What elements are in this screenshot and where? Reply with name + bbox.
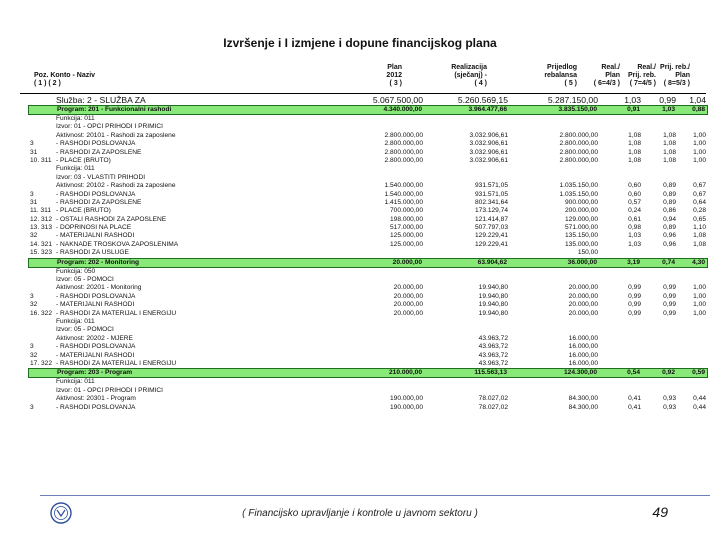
table-row (28, 115, 708, 123)
cell-real: 5.260.569,15 (457, 95, 508, 105)
cell-konto: 3 (30, 190, 34, 198)
header-idx1-3: ( 6=4/3 ) (593, 80, 620, 87)
cell-konto: 12. 312 (30, 215, 52, 223)
table-row (28, 293, 708, 301)
cell-real: 78.027,02 (478, 395, 508, 403)
cell-i1: 0,60 (628, 182, 641, 190)
header-idx1-2: Plan (605, 72, 620, 79)
table-row (28, 105, 708, 115)
cell-reb: 16.000,00 (568, 359, 598, 367)
header-idx2-2: Prij. reb. (627, 72, 656, 79)
table-row (28, 335, 708, 343)
table-row (28, 284, 708, 292)
cell-i1: 1,08 (628, 140, 641, 148)
table-row (28, 140, 708, 148)
table-row (28, 268, 708, 276)
cell-real: 3.964.477,66 (468, 106, 507, 113)
header-plan-2: 2012 (386, 72, 402, 79)
table-row (28, 224, 708, 232)
cell-i3: 0,67 (693, 190, 706, 198)
cell-i2: 0,92 (662, 369, 675, 377)
cell-i1: 1,08 (628, 131, 641, 139)
table-row (28, 368, 708, 378)
cell-i1: 0,41 (628, 395, 641, 403)
cell-naziv: Program: 201 - Funkcionalni rashodi (57, 106, 172, 113)
cell-real: 173.129,74 (474, 207, 508, 215)
cell-konto: 32 (30, 301, 38, 309)
cell-real: 43.963,72 (478, 334, 508, 342)
cell-real: 78.027,02 (478, 403, 508, 411)
cell-naziv: Funkcija: 011 (56, 165, 95, 173)
cell-naziv: Aktivnost: 20301 - Program (56, 395, 136, 403)
cell-plan: 198.000,00 (389, 215, 423, 223)
cell-konto: 31 (30, 148, 38, 156)
cell-plan: 517.000,00 (389, 224, 423, 232)
cell-reb: 5.287.150,00 (547, 95, 598, 105)
cell-i3: 4,30 (692, 258, 705, 266)
cell-naziv: - MATERIJALNI RASHODI (56, 301, 135, 309)
cell-plan: 2.800.000,00 (384, 131, 423, 139)
cell-naziv: Izvor: 05 - POMOĆI (56, 276, 114, 284)
cell-plan: 700.000,00 (389, 207, 423, 215)
cell-i1: 1,03 (624, 95, 641, 105)
cell-i2: 0,89 (663, 190, 676, 198)
cell-real: 931.571,05 (474, 182, 508, 190)
cell-real: 19.940,80 (478, 292, 508, 300)
cell-reb: 3.835.150,00 (558, 106, 597, 113)
cell-konto: 15. 323 (30, 249, 52, 257)
cell-i2: 0,99 (663, 301, 676, 309)
table-row (28, 301, 708, 309)
header-reb-3: ( 5 ) (564, 80, 577, 87)
cell-reb: 16.000,00 (568, 334, 598, 342)
cell-i3: 1,08 (693, 240, 706, 248)
cell-i1: 1,03 (628, 232, 641, 240)
cell-reb: 571.000,00 (564, 224, 598, 232)
cell-i2: 0,74 (662, 258, 675, 266)
cell-i3: 1,00 (693, 284, 706, 292)
table-row (28, 310, 708, 318)
cell-naziv: Služba: 2 - SLUŽBA ZA (56, 95, 146, 105)
cell-i3: 1,04 (689, 95, 706, 105)
footer-rule (40, 495, 710, 496)
cell-i3: 1,00 (693, 301, 706, 309)
cell-real: 19.940,80 (478, 309, 508, 317)
cell-plan: 125.000,00 (389, 240, 423, 248)
cell-i1: 1,03 (628, 240, 641, 248)
cell-naziv: - DOPRINOSI NA PLAĆE (56, 224, 132, 232)
header-idx3-1: Prij. reb./ (660, 64, 690, 71)
cell-i2: 0,89 (663, 182, 676, 190)
table-row (28, 174, 708, 182)
cell-reb: 200.000,00 (564, 207, 598, 215)
header-plan-3: ( 3 ) (389, 80, 402, 87)
cell-real: 802.341,64 (474, 198, 508, 206)
cell-i1: 0,24 (628, 207, 641, 215)
cell-real: 43.963,72 (478, 343, 508, 351)
cell-reb: 129.000,00 (564, 215, 598, 223)
cell-reb: 84.300,00 (568, 395, 598, 403)
header-plan-1: Plan (387, 64, 402, 71)
cell-konto: 32 (30, 232, 38, 240)
cell-reb: 150,00 (577, 249, 598, 257)
cell-real: 19.940,80 (478, 284, 508, 292)
header-idx3-3: ( 8=5/3 ) (663, 80, 690, 87)
header-idx2-3: ( 7=4/5 ) (629, 80, 656, 87)
cell-i1: 0,99 (628, 309, 641, 317)
cell-reb: 2.800.000,00 (559, 140, 598, 148)
cell-plan: 20.000,00 (393, 284, 423, 292)
cell-i1: 0,57 (628, 198, 641, 206)
cell-i1: 0,60 (628, 190, 641, 198)
table-row (28, 165, 708, 173)
cell-i3: 1,00 (693, 148, 706, 156)
cell-i3: 0,67 (693, 182, 706, 190)
table-row (28, 387, 708, 395)
cell-i3: 0,64 (693, 198, 706, 206)
cell-naziv: - RASHODI POSLOVANJA (56, 343, 136, 351)
header-idx3 (646, 64, 690, 88)
cell-konto: 32 (30, 351, 38, 359)
cell-i3: 0,88 (692, 106, 705, 113)
cell-i2: 0,86 (663, 207, 676, 215)
cell-real: 3.032.906,61 (469, 156, 508, 164)
header-realizacija (417, 64, 487, 88)
cell-plan: 20.000,00 (393, 292, 423, 300)
header-idx3-2: Plan (675, 72, 690, 79)
cell-i3: 1,08 (693, 232, 706, 240)
cell-real: 43.963,72 (478, 351, 508, 359)
cell-real: 19.940,80 (478, 301, 508, 309)
cell-i1: 3,19 (627, 258, 640, 266)
cell-i2: 0,99 (663, 309, 676, 317)
table-row (28, 149, 708, 157)
cell-i1: 0,54 (627, 369, 640, 377)
header-real-1: Realizacija (451, 64, 487, 71)
cell-reb: 135.150,00 (564, 232, 598, 240)
table-row (28, 191, 708, 199)
header-real-2: (sječanj) - (454, 72, 487, 79)
cell-i2: 1,08 (663, 140, 676, 148)
cell-naziv: Izvor: 01 - OPĆI PRIHODI I PRIMICI (56, 386, 163, 394)
cell-reb: 900.000,00 (564, 198, 598, 206)
cell-reb: 2.800.000,00 (559, 131, 598, 139)
cell-plan: 1.415.000,00 (384, 198, 423, 206)
header-prijedlog (507, 64, 577, 88)
cell-i2: 0,99 (663, 284, 676, 292)
cell-i2: 1,08 (663, 148, 676, 156)
cell-plan: 210.000,00 (388, 369, 422, 377)
cell-konto: 3 (30, 292, 34, 300)
table-row (28, 207, 708, 215)
cell-konto: 13. 313 (30, 224, 52, 232)
cell-naziv: - RASHODI POSLOVANJA (56, 292, 136, 300)
cell-real: 507.797,03 (474, 224, 508, 232)
cell-plan: 20.000,00 (393, 309, 423, 317)
cell-i2: 1,08 (663, 156, 676, 164)
cell-plan: 125.000,00 (389, 232, 423, 240)
cell-konto: 17. 322 (30, 359, 52, 367)
cell-konto: 16. 322 (30, 309, 52, 317)
cell-reb: 20.000,00 (568, 301, 598, 309)
cell-reb: 20.000,00 (568, 292, 598, 300)
cell-naziv: - PLAĆE (BRUTO) (56, 156, 111, 164)
cell-i2: 0,99 (663, 292, 676, 300)
cell-naziv: Aktivnost: 20101 - Rashodi za zaposlene (56, 131, 176, 139)
cell-i3: 0,65 (693, 215, 706, 223)
cell-naziv: - OSTALI RASHODI ZA ZAPOSLENE (56, 215, 167, 223)
header-idx2-1: Real./ (637, 64, 656, 71)
cell-i2: 0,89 (663, 198, 676, 206)
table-row (28, 132, 708, 140)
cell-i3: 1,00 (693, 309, 706, 317)
cell-i3: 0,44 (693, 403, 706, 411)
cell-i1: 0,99 (628, 301, 641, 309)
footer-text: ( Financijsko upravljanje i kontrole u javnom sektoru ) (242, 508, 478, 519)
cell-i1: 0,98 (628, 224, 641, 232)
cell-i3: 1,00 (693, 140, 706, 148)
cell-i1: 0,41 (628, 403, 641, 411)
cell-real: 129.229,41 (474, 232, 508, 240)
table-row (28, 378, 708, 386)
cell-i3: 1,00 (693, 156, 706, 164)
cell-plan: 2.800.000,00 (384, 148, 423, 156)
header-left-line2: ( 1 ) ( 2 ) (34, 80, 61, 87)
page-number: 49 (652, 504, 668, 520)
table-row (28, 318, 708, 326)
cell-naziv: Aktivnost: 20201 - Monitoring (56, 284, 142, 292)
cell-naziv: - MATERIJALNI RASHODI (56, 351, 135, 359)
cell-konto: 14. 321 (30, 240, 52, 248)
cell-real: 3.032.906,61 (469, 148, 508, 156)
cell-konto: 11. 311 (30, 207, 52, 215)
cell-naziv: Izvor: 01 - OPĆI PRIHODI I PRIMICI (56, 123, 163, 131)
table-row (28, 258, 708, 268)
cell-reb: 20.000,00 (568, 309, 598, 317)
cell-naziv: - RASHODI POSLOVANJA (56, 190, 136, 198)
cell-real: 3.032.906,61 (469, 140, 508, 148)
cell-naziv: Funkcija: 011 (56, 317, 95, 325)
cell-i2: 0,93 (663, 395, 676, 403)
cell-plan: 20.000,00 (393, 301, 423, 309)
cell-real: 43.963,72 (478, 359, 508, 367)
table-row (28, 199, 708, 207)
cell-reb: 20.000,00 (568, 284, 598, 292)
cell-naziv: Funkcija: 050 (56, 267, 96, 275)
table-row (28, 276, 708, 284)
cell-i3: 1,00 (693, 292, 706, 300)
cell-naziv: - RASHODI ZA USLUGE (56, 249, 129, 257)
cell-i1: 0,91 (627, 106, 640, 113)
cell-naziv: Aktivnost: 20102 - Rashodi za zaposlene (56, 182, 176, 190)
cell-konto: 3 (30, 403, 34, 411)
cell-konto: 3 (30, 343, 34, 351)
cell-plan: 1.540.000,00 (384, 182, 423, 190)
table-row (28, 343, 708, 351)
cell-naziv: Program: 203 - Program (57, 369, 133, 377)
cell-konto: 3 (30, 140, 34, 148)
cell-i1: 0,99 (628, 284, 641, 292)
cell-reb: 84.300,00 (568, 403, 598, 411)
cell-reb: 36.000,00 (567, 258, 597, 266)
cell-i2: 0,89 (663, 224, 676, 232)
table-row (28, 123, 708, 131)
cell-i2: 1,03 (662, 106, 675, 113)
table-row (28, 395, 708, 403)
cell-naziv: Izvor: 05 - POMOĆI (56, 326, 114, 334)
cell-reb: 135.000,00 (564, 240, 598, 248)
cell-i3: 1,10 (693, 224, 706, 232)
table-row (28, 232, 708, 240)
cell-plan: 2.800.000,00 (384, 140, 423, 148)
table-row (28, 95, 708, 105)
cell-naziv: - RASHODI POSLOVANJA (56, 140, 136, 148)
cell-real: 931.571,05 (474, 190, 508, 198)
header-plan (342, 64, 402, 88)
cell-naziv: Aktivnost: 20202 - MJERE (56, 334, 133, 342)
cell-real: 121.414,87 (474, 215, 508, 223)
header-real-3: ( 4 ) (474, 80, 487, 87)
header-left (34, 72, 95, 88)
table-row (28, 241, 708, 249)
header-rule (20, 93, 706, 94)
cell-real: 129.229,41 (474, 240, 508, 248)
cell-naziv: - RASHODI ZA ZAPOSLENE (56, 198, 142, 206)
cell-plan: 5.067.500,00 (372, 95, 423, 105)
cell-plan: 190.000,00 (389, 395, 423, 403)
table-row (28, 360, 708, 368)
cell-i3: 0,28 (693, 207, 706, 215)
header-reb-2: rebalansa (544, 72, 577, 79)
cell-reb: 124.300,00 (563, 369, 597, 377)
cell-naziv: - MATERIJALNI RASHODI (56, 232, 135, 240)
cell-i1: 1,08 (628, 148, 641, 156)
table-row (28, 182, 708, 190)
cell-i1: 0,99 (628, 292, 641, 300)
budget-table (28, 95, 708, 412)
cell-reb: 2.800.000,00 (559, 156, 598, 164)
cell-konto: 10. 311 (30, 156, 52, 164)
cell-i2: 0,96 (663, 240, 676, 248)
cell-naziv: Program: 202 - Monitoring (57, 258, 140, 266)
cell-reb: 2.800.000,00 (559, 148, 598, 156)
cell-i3: 0,44 (693, 395, 706, 403)
cell-plan: 2.800.000,00 (384, 156, 423, 164)
cell-naziv: - RASHODI ZA MATERIJAL I ENERGIJU (56, 359, 177, 367)
cell-i2: 0,96 (663, 232, 676, 240)
page-title: Izvršenje i I izmjene i dopune financijskog plana (223, 36, 497, 50)
header-reb-1: Prijedlog (547, 64, 577, 71)
cell-real: 115.563,13 (474, 369, 507, 377)
cell-naziv: - RASHODI POSLOVANJA (56, 403, 136, 411)
cell-reb: 16.000,00 (568, 351, 598, 359)
cell-i1: 0,61 (628, 215, 641, 223)
cell-real: 3.032.906,61 (469, 131, 508, 139)
cell-reb: 1.035.150,00 (559, 182, 598, 190)
table-row (28, 157, 708, 165)
cell-plan: 190.000,00 (389, 403, 423, 411)
cell-konto: 31 (30, 198, 38, 206)
cell-plan: 20.000,00 (392, 258, 422, 266)
table-row (28, 249, 708, 257)
cell-plan: 4.340.000,00 (383, 106, 422, 113)
cell-i2: 1,08 (663, 131, 676, 139)
cell-real: 63.904,62 (477, 258, 507, 266)
cell-naziv: - NAKNADE TROŠKOVA ZAPOSLENIMA (56, 240, 179, 248)
cell-naziv: - PLAĆE (BRUTO) (56, 207, 111, 215)
cell-naziv: Funkcija: 011 (56, 378, 95, 386)
cell-reb: 1.035.150,00 (559, 190, 598, 198)
cell-i3: 0,59 (692, 369, 705, 377)
cell-naziv: Funkcija: 011 (56, 115, 95, 122)
cell-naziv: - RASHODI ZA ZAPOSLENE (56, 148, 142, 156)
header-left-line1: Poz. Konto - Naziv (34, 72, 96, 79)
cell-i3: 1,00 (693, 131, 706, 139)
cell-i1: 1,08 (628, 156, 641, 164)
cell-reb: 16.000,00 (568, 343, 598, 351)
table-row (28, 216, 708, 224)
cell-naziv: - RASHODI ZA MATERIJAL I ENERGIJU (56, 309, 177, 317)
cell-i2: 0,94 (663, 215, 676, 223)
cell-i2: 0,93 (663, 403, 676, 411)
table-row (28, 404, 708, 412)
cell-plan: 1.540.000,00 (384, 190, 423, 198)
table-row (28, 326, 708, 334)
table-row (28, 352, 708, 360)
cell-i2: 0,99 (659, 95, 676, 105)
cell-naziv: Izvor: 03 - VLASTITI PRIHODI (56, 173, 146, 181)
header-idx1-1: Real./ (601, 64, 620, 71)
